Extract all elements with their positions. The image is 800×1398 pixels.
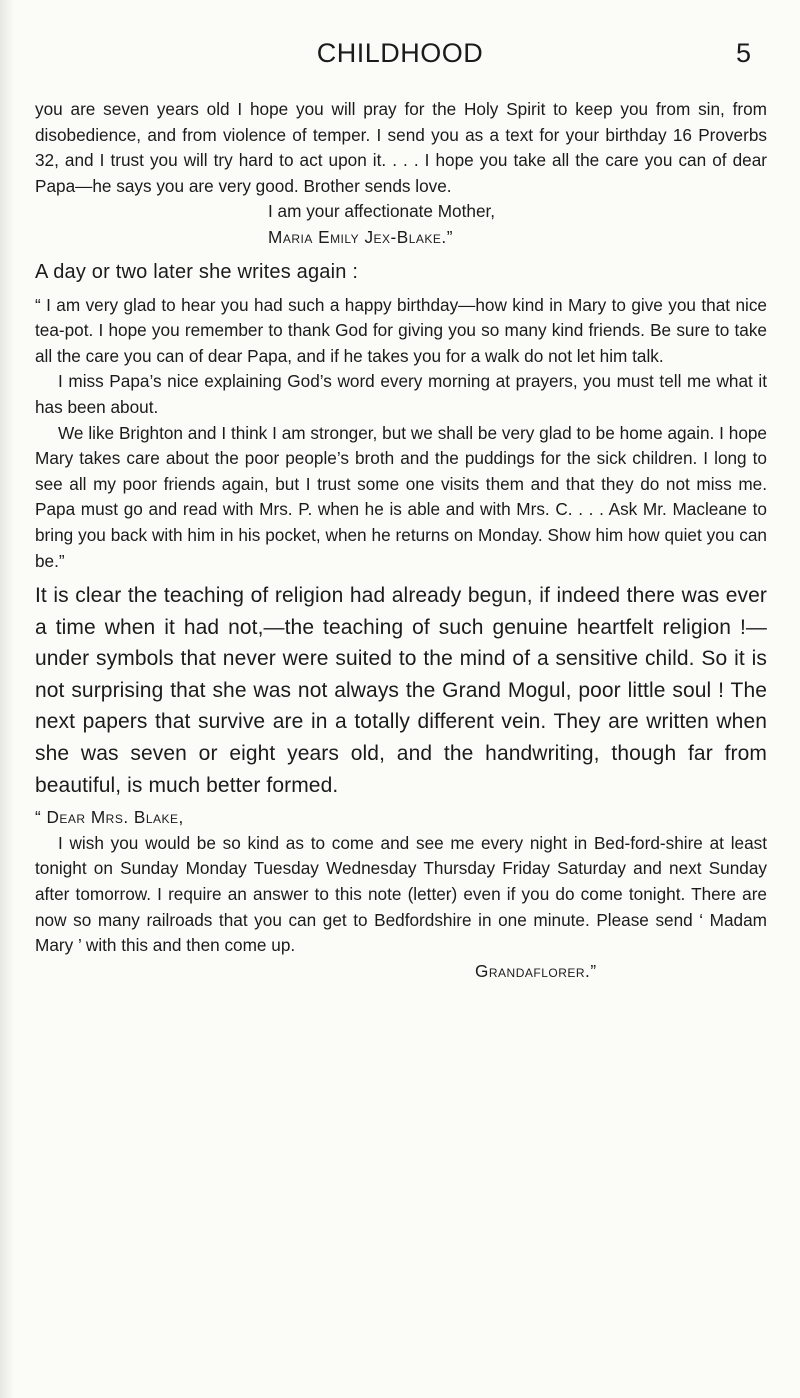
letter-salutation: “ Dear Mrs. Blake, xyxy=(35,807,184,828)
mother-letter-continued xyxy=(35,97,767,251)
letter-closing: I am your affectionate Mother, xyxy=(268,201,496,222)
letter-paragraph: We like Brighton and I think I am stronger, but we shall be very glad to be home again. I hope Mary takes care about the poor people’s broth and the puddings for the sick children. I long to see all my poor friends again, but I trust some one visits them and that they do not miss me. Papa must go and read with Mrs. P. when he is able and with Mrs. C. . . . Ask Mr. Macleane to bring you back with him in his pocket, when he returns on Monday. Show him how quiet you can be.” xyxy=(35,422,767,571)
letter-paragraph: I miss Papa’s nice explaining God’s word every morning at prayers, you must tell me what it has been about. xyxy=(35,371,767,417)
narrative-paragraph: It is clear the teaching of religion had already begun, if indeed there was ever a time when it had not,—the teaching of such genuine heartfelt religion !—under symbols that never were suited to the mind of a sensitive child. So it is not surprising that she was not always the Grand Mogul, poor little soul ! The next papers that survive are in a totally different vein. They are written when she was seven or eight years old, and the handwriting, though far from beautiful, is much better formed. xyxy=(35,584,767,797)
child-letter xyxy=(35,805,767,984)
text-block xyxy=(35,97,767,984)
letter-paragraph: “ I am very glad to hear you had such a happy birthday—how kind in Mary to give you that nice tea-pot. I hope you remember to thank God for giving you so many kind friends. Be sure to take all the care you can of dear Papa, and if he takes you for a walk do not let him talk. xyxy=(35,294,767,366)
running-head xyxy=(0,38,800,78)
gutter-shadow xyxy=(0,0,14,1398)
letter-signature: Maria Emily Jex-Blake.” xyxy=(268,226,453,247)
lead-in-sentence: A day or two later she writes again : xyxy=(35,260,359,283)
letter-signature: Grandaflorer.” xyxy=(475,960,597,981)
page-number: 5 xyxy=(736,38,752,68)
running-title: CHILDHOOD xyxy=(316,38,484,68)
letter-paragraph: I wish you would be so kind as to come and see me every night in Bed-ford-shire at least tonight on Sunday Monday Tuesday Wednesday Thursday Friday Saturday and next Sunday after tomorrow. I require an answer to this note (letter) even if you do come tonight. There are now so many railroads that you can get to Bedfordshire in one minute. Please send ‘ Madam Mary ’ with this and then come up. xyxy=(35,832,767,956)
mother-second-letter xyxy=(35,293,767,575)
letter-paragraph: you are seven years old I hope you will pray for the Holy Spirit to keep you from sin, from disobedience, and from violence of temper. I send you as a text for your birthday 16 Proverbs 32, and I trust you will try hard to act upon it. . . . I hope you take all the care you can of dear Papa—he says you are very good. Brother sends love. xyxy=(35,99,767,196)
